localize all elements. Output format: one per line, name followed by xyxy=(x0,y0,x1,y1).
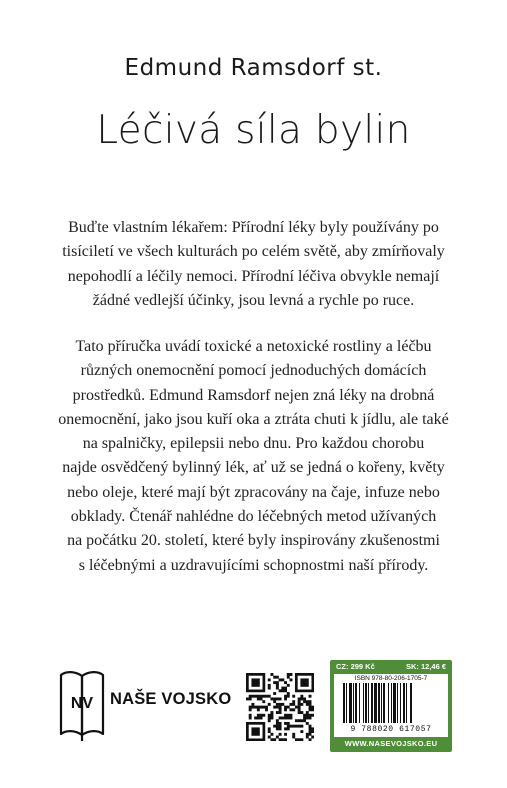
blurb-line: žádné vedlejší účinky, jsou levná a rychle po ruce. xyxy=(92,291,415,309)
price-cz: CZ: 299 Kč xyxy=(336,662,375,671)
blurb-line: na počátku 20. století, které byly inspirovány zkušenostmi xyxy=(67,532,440,550)
isbn-text: ISBN 978-80-206-1705-7 xyxy=(354,675,428,682)
blurb-line: prostředků. Edmund Ramsdorf nejen zná léky na drobná xyxy=(72,386,435,404)
blurb-line: najde osvědčený bylinný lék, ať už se jedná o kořeny, květy xyxy=(62,459,445,477)
blurb-line: tisíciletí ve všech kulturách po celém světě, aby zmírňovaly xyxy=(62,243,445,261)
barcode-block xyxy=(330,660,452,752)
author-name: Edmund Ramsdorf st. xyxy=(124,55,383,81)
publisher-name: NAŠE VOJSKO xyxy=(110,690,232,708)
publisher-book-icon xyxy=(58,668,106,744)
blurb-line: různých onemocnění pomocí jednoduchých domácích xyxy=(80,362,427,380)
blurb-line: obklady. Čtenář nahlédne do léčebných metod užívaných xyxy=(70,508,437,526)
book-title: Léčivá síla bylin xyxy=(96,108,411,153)
qr-code-icon xyxy=(246,673,314,741)
ean-number: 9 788020 617057 xyxy=(350,725,432,734)
blurb-line: Buďte vlastním lékařem: Přírodní léky byly používány po xyxy=(68,219,439,236)
blurb-line: nebo oleje, které mají být zpracovány na čaje, infuze nebo xyxy=(67,483,440,501)
blurb-paragraph-1 xyxy=(48,216,459,313)
blurb-paragraph-2 xyxy=(48,335,459,578)
publisher-logo xyxy=(58,668,233,744)
blurb-line: Tato příručka uvádí toxické a netoxické rostliny a léčbu xyxy=(75,338,432,355)
publisher-website: WWW.NASEVOJSKO.EU xyxy=(344,739,438,748)
blurb-line: nepohodlí a léčily nemoci. Přírodní léčiva obvykle nemají xyxy=(67,267,440,285)
blurb-line: onemocnění, jako jsou kuří oka a ztráta chuti k jídlu, ale také xyxy=(58,410,449,428)
publisher-logo-letters: NV xyxy=(70,695,94,712)
blurb-line: s léčebnými a uzdravujícími schopnostmi naší přírody. xyxy=(78,556,429,574)
price-sk: SK: 12,46 € xyxy=(405,662,446,671)
barcode-icon xyxy=(342,683,440,725)
blurb-line: na spalničky, epilepsii nebo dnu. Pro každou chorobu xyxy=(82,435,425,453)
barcode-area xyxy=(334,674,448,737)
price-row xyxy=(330,660,452,673)
